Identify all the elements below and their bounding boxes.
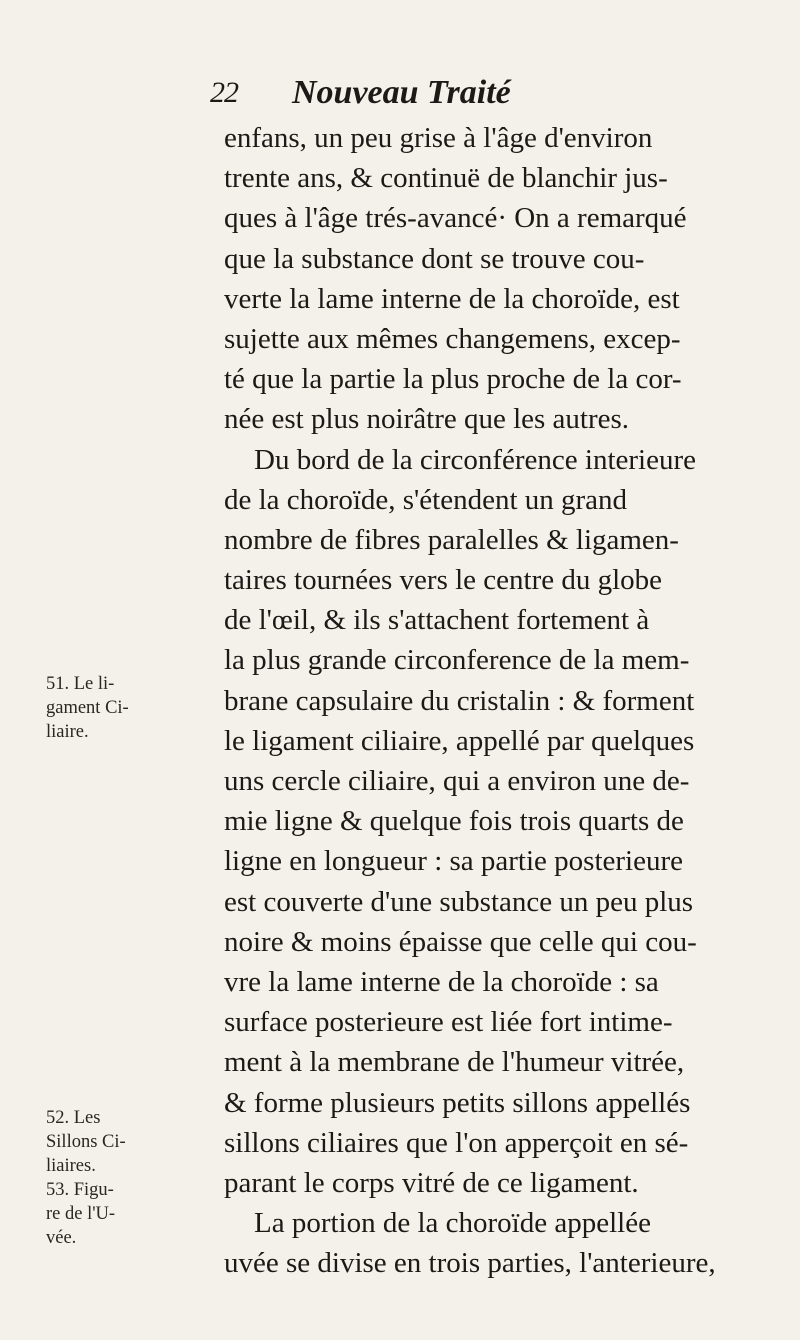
text-line: verte la lame interne de la choroïde, est bbox=[224, 282, 680, 315]
running-title: Nouveau Traité bbox=[292, 74, 511, 111]
text-line: de l'œil, & ils s'attachent fortement à bbox=[224, 604, 650, 637]
page-number: 22 bbox=[210, 76, 238, 109]
text-line: uns cercle ciliaire, qui a environ une de- bbox=[224, 765, 690, 797]
text-line: ment à la membrane de l'humeur vitrée, bbox=[224, 1046, 685, 1079]
text-line: trente ans, & continuë de blanchir jus- bbox=[224, 162, 668, 195]
margin-note-line: 53. Figu- bbox=[46, 1180, 114, 1200]
margin-note-figure-uvee bbox=[46, 1178, 115, 1250]
text-line: & forme plusieurs petits sillons appellés bbox=[224, 1086, 691, 1119]
text-line: ques à l'âge trés-avancé· On a remarqué bbox=[224, 202, 687, 235]
paragraph-start-line: La portion de la choroïde appellée bbox=[254, 1207, 651, 1240]
text-line: le ligament ciliaire, appellé par quelques bbox=[224, 724, 695, 757]
text-line: de la choroïde, s'étendent un grand bbox=[224, 483, 628, 516]
margin-note-line: 51. Le li- bbox=[46, 674, 115, 694]
text-line: mie ligne & quelque fois trois quarts de bbox=[224, 805, 684, 838]
text-line: té que la partie la plus proche de la cor- bbox=[224, 363, 682, 396]
margin-note-sillons-ciliaires bbox=[46, 1106, 126, 1178]
text-line: noire & moins épaisse que celle qui cou- bbox=[224, 925, 697, 958]
text-line: parant le corps vitré de ce ligament. bbox=[224, 1166, 639, 1199]
text-line: sujette aux mêmes changemens, excep- bbox=[224, 322, 681, 355]
paragraph-start-line: Du bord de la circonférence interieure bbox=[254, 443, 697, 476]
text-line: enfans, un peu grise à l'âge d'environ bbox=[224, 122, 653, 154]
text-line: est couverte d'une substance un peu plus bbox=[224, 885, 694, 918]
text-line: ligne en longueur : sa partie posterieure bbox=[224, 845, 684, 878]
text-line: sillons ciliaires que l'on apperçoit en sé- bbox=[224, 1126, 689, 1159]
margin-note-ligament-ciliaire bbox=[46, 672, 129, 744]
margin-note-line: Sillons Ci- bbox=[46, 1132, 126, 1152]
margin-note-line: gament Ci- bbox=[46, 698, 129, 718]
text-line: uvée se divise en trois parties, l'anterieure, bbox=[224, 1247, 716, 1280]
text-line: née est plus noirâtre que les autres. bbox=[224, 403, 630, 436]
text-line: brane capsulaire du cristalin : & forment bbox=[224, 684, 695, 717]
text-line: la plus grande circonference de la mem- bbox=[224, 644, 690, 677]
margin-note-line: liaire. bbox=[46, 722, 89, 742]
body-text bbox=[224, 118, 796, 1283]
margin-note-line: liaires. bbox=[46, 1156, 96, 1176]
text-line: vre la lame interne de la choroïde : sa bbox=[224, 965, 659, 998]
margin-note-line: vée. bbox=[46, 1228, 77, 1248]
text-line: surface posterieure est liée fort intime- bbox=[224, 1006, 673, 1039]
text-line: taires tournées vers le centre du globe bbox=[224, 564, 663, 597]
page-header bbox=[210, 70, 650, 120]
margin-note-line: re de l'U- bbox=[46, 1204, 116, 1224]
text-line: que la substance dont se trouve cou- bbox=[224, 242, 645, 275]
margin-note-line: 52. Les bbox=[46, 1108, 101, 1128]
text-line: nombre de fibres paralelles & ligamen- bbox=[224, 523, 679, 556]
